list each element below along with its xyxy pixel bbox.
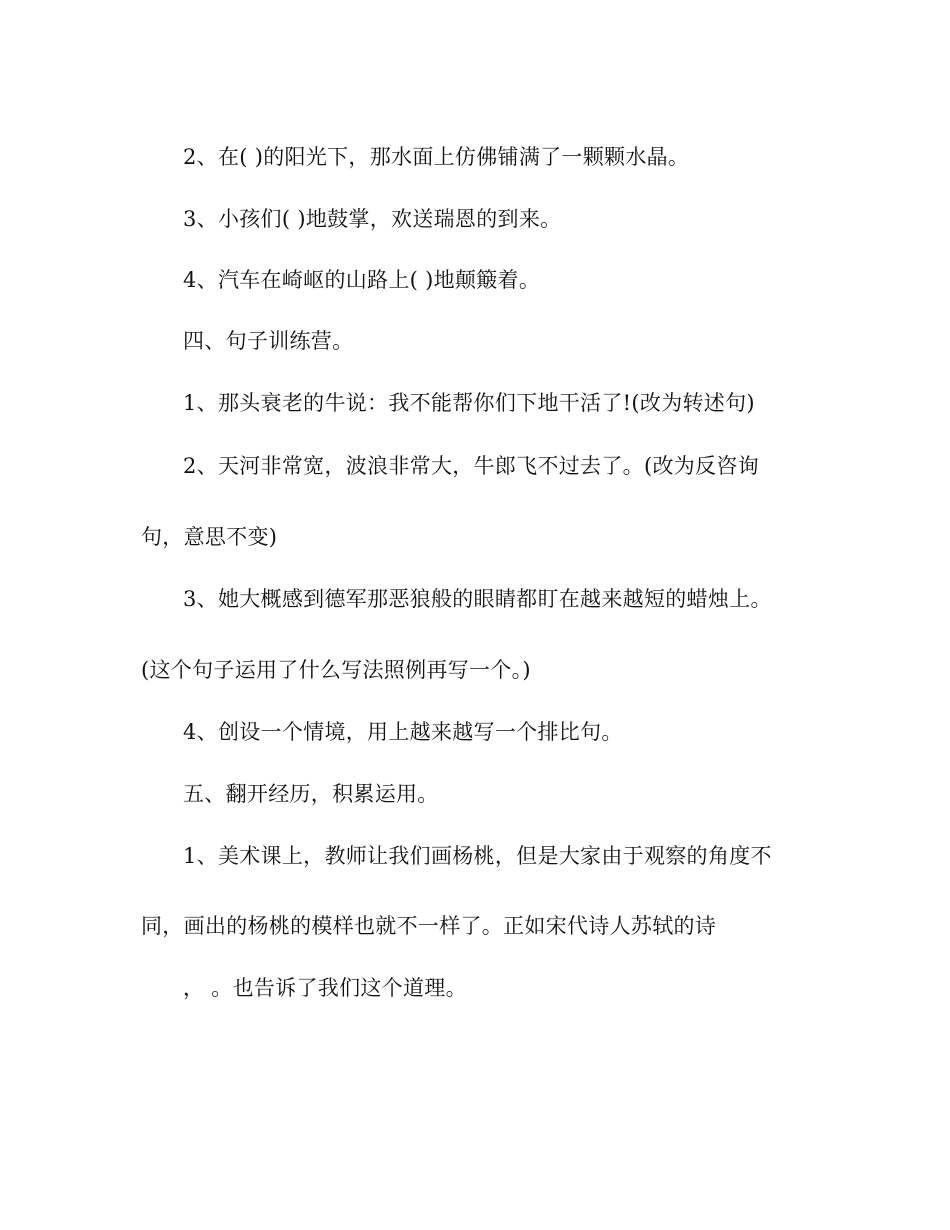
sentence-question-4: 4、创设一个情境，用上越来越写一个排比句。 [183, 720, 623, 744]
question-2-fill-blank: 2、在( )的阳光下，那水面上仿佛铺满了一颗颗水晶。 [183, 145, 690, 169]
sentence-question-3-continued: (这个句子运用了什么写法照例再写一个。) [141, 658, 531, 682]
experience-question-1-continued: 同，画出的杨桃的模样也就不一样了。正如宋代诗人苏轼的诗 [141, 914, 717, 938]
section-heading-experience: 五、翻开经历，积累运用。 [183, 782, 439, 806]
sentence-question-2: 2、天河非常宽，波浪非常大，牛郎飞不过去了。(改为反咨询 [183, 454, 759, 478]
sentence-question-3: 3、她大概感到德军那恶狼般的眼睛都盯在越来越短的蜡烛上。 [183, 587, 772, 611]
experience-question-1: 1、美术课上，教师让我们画杨桃，但是大家由于观察的角度不 [183, 844, 772, 868]
experience-question-1-ending: ， 。也告诉了我们这个道理。 [183, 976, 467, 1000]
section-heading-sentence-training: 四、句子训练营。 [183, 329, 354, 353]
sentence-question-1: 1、那头衰老的牛说：我不能帮你们下地干活了!(改为转述句) [183, 391, 755, 415]
question-4-fill-blank: 4、汽车在崎岖的山路上( )地颠簸着。 [183, 268, 541, 292]
question-3-fill-blank: 3、小孩们( )地鼓掌，欢送瑞恩的到来。 [183, 207, 562, 231]
sentence-question-2-continued: 句，意思不变) [141, 525, 278, 549]
